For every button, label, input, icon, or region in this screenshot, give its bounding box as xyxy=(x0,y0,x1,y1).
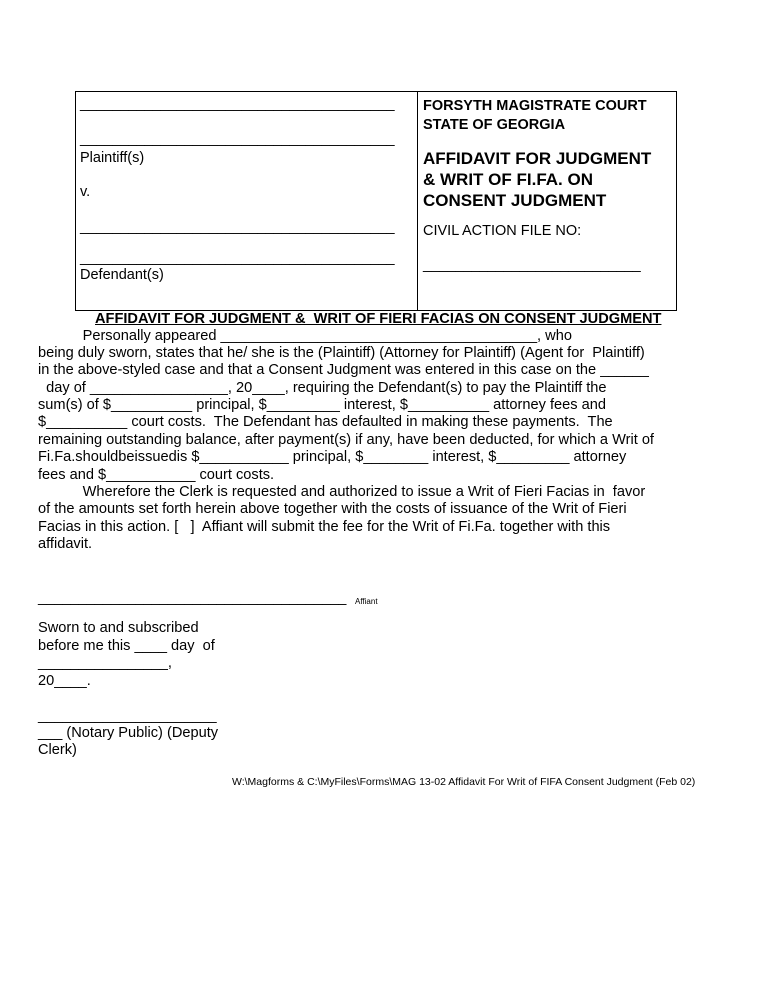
sworn-line-1: Sworn to and subscribed xyxy=(38,620,199,636)
fee-checkbox-line[interactable]: Facias in this action. [ ] Affiant will submit the fee for the Writ of Fi.Fa. together with this xyxy=(38,519,611,535)
paragraph-line: being duly sworn, states that he/ she is the (Plaintiff) (Attorney for Plaintiff) (Agent for Plaintiff) xyxy=(38,345,645,361)
civil-action-file-number-field[interactable]: ___________________________ xyxy=(423,257,641,273)
paragraph-line: affidavit. xyxy=(38,536,93,552)
form-title-line-1: AFFIDAVIT FOR JUDGMENT xyxy=(423,149,652,168)
form-file-path-footer: W:\Magforms & C:\MyFiles\Forms\MAG 13-02 Affidavit For Writ of FIFA Consent Judgment (Feb 02) xyxy=(232,776,696,788)
sworn-month-field[interactable]: ________________, xyxy=(38,655,172,671)
defendant-name-line-2[interactable]: _______________________________________ xyxy=(80,250,395,266)
notary-signature-line[interactable]: ______________________ xyxy=(38,708,217,724)
court-state: STATE OF GEORGIA xyxy=(423,117,566,133)
plaintiff-name-line-2[interactable]: _______________________________________ xyxy=(80,131,395,147)
paragraph-line[interactable]: sum(s) of $__________ principal, $_________ interest, $__________ attorney fees and xyxy=(38,397,606,413)
notary-title-line: ___ (Notary Public) (Deputy xyxy=(38,725,219,741)
paragraph-line[interactable]: Personally appeared _______________________________________, who xyxy=(38,328,572,344)
sworn-year-field[interactable]: 20____. xyxy=(38,673,91,689)
court-name: FORSYTH MAGISTRATE COURT xyxy=(423,98,647,114)
plaintiff-name-line-1[interactable]: _______________________________________ xyxy=(80,96,395,112)
sworn-day-field[interactable]: before me this ____ day of xyxy=(38,638,215,654)
defendant-label: Defendant(s) xyxy=(80,267,164,283)
plaintiff-label: Plaintiff(s) xyxy=(80,150,145,166)
form-title-line-2: & WRIT OF FI.FA. ON xyxy=(423,170,593,189)
caption-divider xyxy=(417,91,418,310)
defendant-name-line-1[interactable]: _______________________________________ xyxy=(80,219,395,235)
paragraph-line: of the amounts set forth herein above together with the costs of issuance of the Writ of Fieri xyxy=(38,501,627,517)
paragraph-line: Wherefore the Clerk is requested and authorized to issue a Writ of Fieri Facias in favor xyxy=(38,484,646,500)
form-title-line-3: CONSENT JUDGMENT xyxy=(423,191,607,210)
notary-title-line-2: Clerk) xyxy=(38,742,77,758)
civil-action-file-label: CIVIL ACTION FILE NO: xyxy=(423,223,582,239)
paragraph-line[interactable]: day of _________________, 20____, requiring the Defendant(s) to pay the Plaintiff the xyxy=(38,380,607,396)
paragraph-line[interactable]: fees and $___________ court costs. xyxy=(38,467,275,483)
versus-label: v. xyxy=(80,184,91,200)
paragraph-line[interactable]: Fi.Fa.shouldbeissuedis $___________ principal, $________ interest, $_________ attorney xyxy=(38,449,627,465)
affiant-signature-line[interactable]: ______________________________________ xyxy=(38,590,347,606)
paragraph-line[interactable]: $__________ court costs. The Defendant has defaulted in making these payments. The xyxy=(38,414,613,430)
affidavit-heading: AFFIDAVIT FOR JUDGMENT & WRIT OF FIERI FACIAS ON CONSENT JUDGMENT xyxy=(95,311,662,327)
paragraph-line[interactable]: in the above-styled case and that a Consent Judgment was entered in this case on the ______ xyxy=(38,362,649,378)
paragraph-line: remaining outstanding balance, after payment(s) if any, have been deducted, for which a Writ of xyxy=(38,432,654,448)
affiant-label: Affiant xyxy=(355,597,378,606)
